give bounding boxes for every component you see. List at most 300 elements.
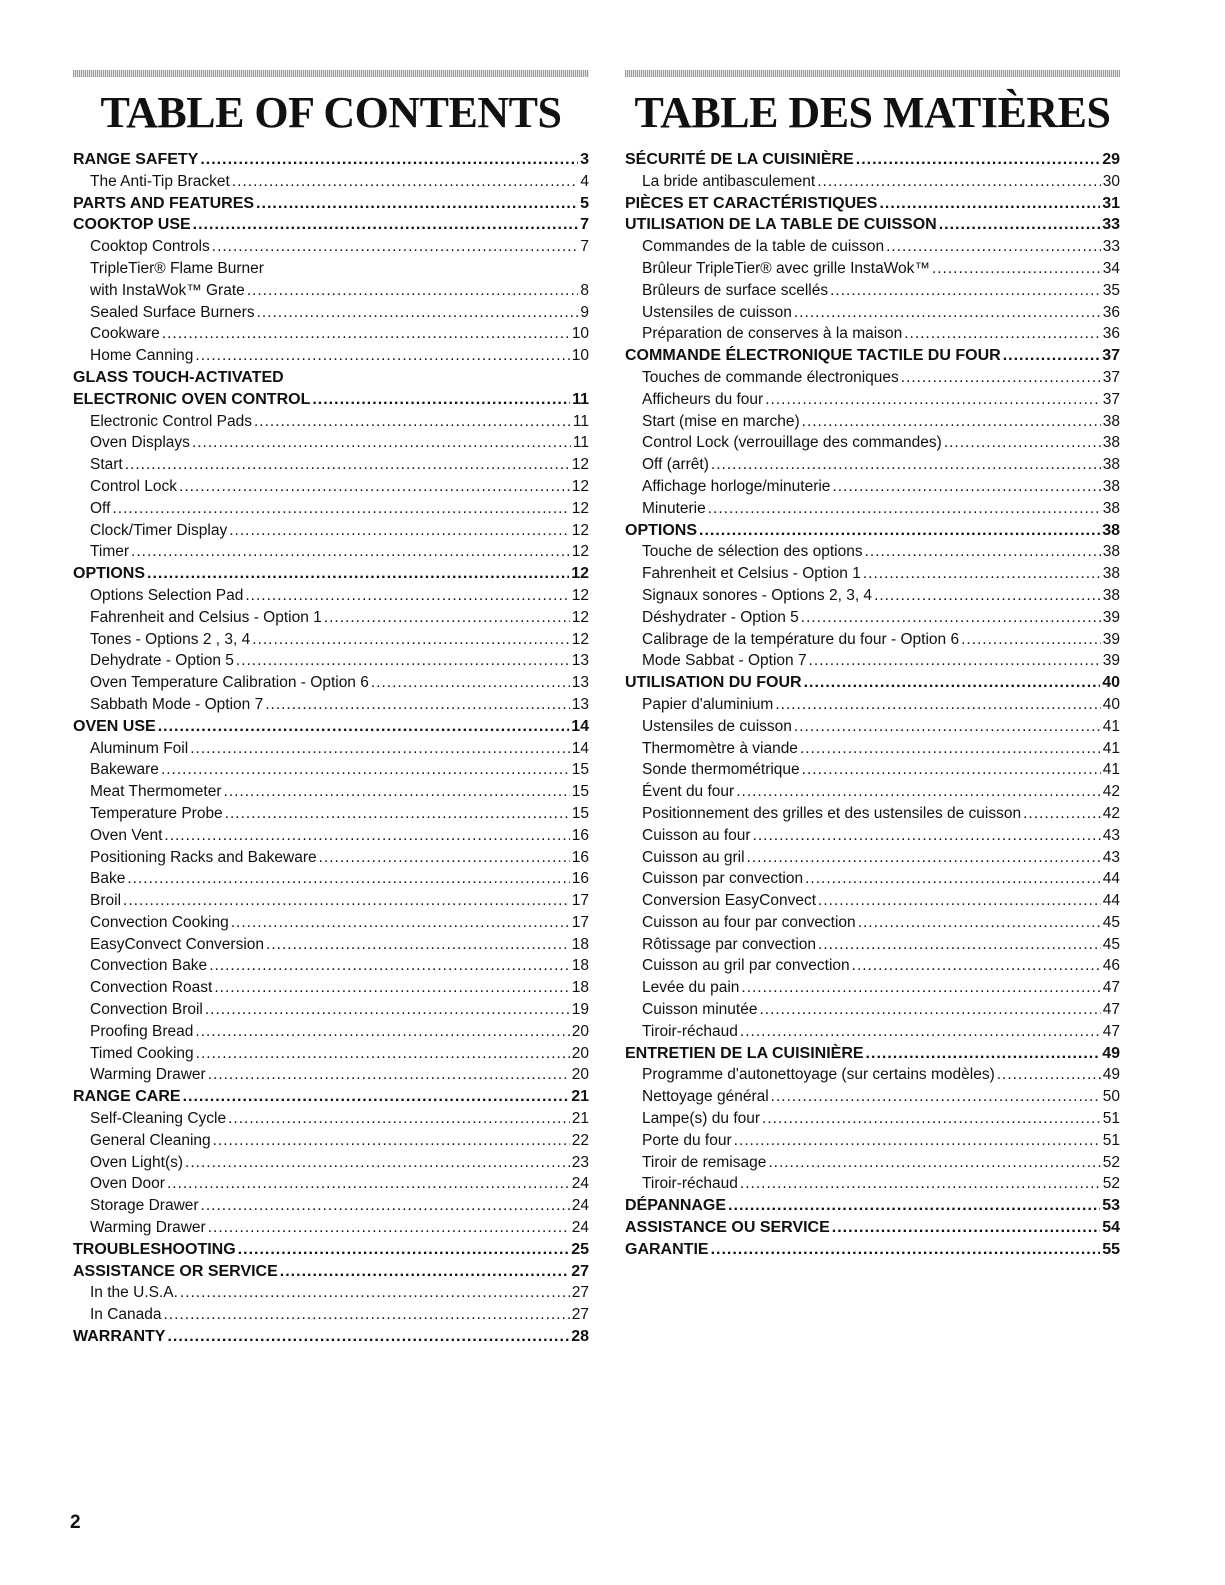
toc-entry[interactable] (625, 629, 1120, 651)
toc-entry-label: Ustensiles de cuisson (642, 717, 792, 735)
toc-entry-page: 11 (572, 412, 589, 430)
toc-entry-page: 42 (1102, 804, 1120, 822)
toc-entry[interactable] (625, 236, 1120, 258)
toc-entry[interactable] (73, 476, 589, 498)
toc-entry-label: Timed Cooking (90, 1044, 194, 1062)
toc-entry-label: Rôtissage par convection (642, 935, 817, 953)
toc-entry[interactable] (73, 934, 589, 956)
toc-entry[interactable] (625, 694, 1120, 716)
toc-entry-label: Calibrage de la température du four - Option 6 (642, 630, 960, 648)
toc-entry[interactable] (625, 454, 1120, 476)
dot-leader (830, 280, 1101, 302)
toc-entry-label: Options Selection Pad (90, 586, 244, 604)
dot-leader (794, 302, 1101, 324)
toc-entry[interactable] (625, 214, 1120, 236)
toc-entry-label: Sealed Surface Burners (90, 303, 255, 321)
toc-entry[interactable] (625, 999, 1120, 1021)
toc-entry-label: Bakeware (90, 761, 159, 779)
toc-entry[interactable] (73, 236, 589, 258)
toc-entry[interactable] (73, 280, 589, 302)
toc-entry[interactable] (625, 607, 1120, 629)
dot-leader (212, 236, 579, 258)
dot-leader (112, 498, 569, 520)
toc-entry-page: 12 (571, 477, 589, 495)
toc-entry-label: Positionnement des grilles et des ustensiles de cuisson (642, 804, 1022, 822)
toc-entry-label: Home Canning (90, 347, 194, 365)
toc-entry-page: 16 (571, 870, 589, 888)
toc-entry[interactable] (625, 738, 1120, 760)
toc-entry-label: COMMANDE ÉLECTRONIQUE TACTILE DU FOUR (625, 347, 1001, 365)
toc-entry[interactable] (625, 323, 1120, 345)
dot-leader (711, 1239, 1101, 1261)
toc-entry-page: 42 (1102, 783, 1120, 801)
toc-entry-page: 38 (1102, 412, 1120, 430)
toc-entry-page: 38 (1102, 477, 1120, 495)
toc-entry-page: 28 (571, 1328, 589, 1346)
toc-entry-page: 13 (571, 674, 589, 692)
dot-leader (771, 1086, 1101, 1108)
toc-entry-label: Levée du pain (642, 979, 740, 997)
dot-leader (245, 585, 569, 607)
dot-leader (801, 607, 1101, 629)
toc-entry-page: 25 (571, 1240, 589, 1258)
dot-leader (832, 1217, 1100, 1239)
dot-leader (167, 1326, 569, 1348)
toc-entry-page: 49 (1102, 1066, 1120, 1084)
toc-entry[interactable] (625, 825, 1120, 847)
toc-entry-page: 50 (1102, 1088, 1120, 1106)
toc-list (73, 149, 589, 1348)
toc-entry-page: 12 (571, 608, 589, 626)
toc-entry[interactable] (73, 585, 589, 607)
toc-entry[interactable] (73, 214, 589, 236)
toc-entry[interactable] (73, 1173, 589, 1195)
dot-leader (747, 847, 1101, 869)
toc-entry-label: Conversion EasyConvect (642, 892, 817, 910)
toc-entry-label: Thermomètre à viande (642, 739, 798, 757)
dot-leader (162, 323, 570, 345)
toc-entry-page: 38 (1102, 499, 1120, 517)
toc-entry-label: Minuterie (642, 499, 706, 517)
toc-entry-page: 7 (580, 216, 589, 234)
toc-entry[interactable] (73, 759, 589, 781)
toc-entry-label: Proofing Bread (90, 1022, 194, 1040)
dot-leader (768, 1152, 1100, 1174)
dot-leader (753, 825, 1101, 847)
dot-leader (874, 585, 1101, 607)
toc-entry-label: Signaux sonores - Options 2, 3, 4 (642, 586, 873, 604)
toc-entry[interactable] (73, 432, 589, 454)
dot-leader (164, 1304, 570, 1326)
toc-entry[interactable] (625, 716, 1120, 738)
toc-entry[interactable] (625, 1108, 1120, 1130)
toc-entry[interactable] (73, 781, 589, 803)
toc-entry-page: 12 (571, 456, 589, 474)
toc-entry[interactable] (73, 1282, 589, 1304)
toc-entry[interactable] (625, 367, 1120, 389)
dot-leader (800, 738, 1101, 760)
toc-entry-page: 33 (1102, 238, 1120, 256)
toc-entry-label: Meat Thermometer (90, 783, 222, 801)
dot-leader (794, 716, 1101, 738)
toc-entry-label: Fahrenheit and Celsius - Option 1 (90, 608, 322, 626)
dot-leader (265, 694, 570, 716)
toc-entry-page: 51 (1102, 1131, 1120, 1149)
toc-entry-page: 41 (1102, 739, 1120, 757)
dot-leader (765, 389, 1101, 411)
toc-entry[interactable] (625, 868, 1120, 890)
toc-entry[interactable] (625, 1021, 1120, 1043)
toc-entry-label: In the U.S.A. (90, 1284, 178, 1302)
dot-leader (247, 280, 579, 302)
dot-leader (1023, 803, 1101, 825)
toc-entry[interactable] (73, 193, 589, 215)
toc-entry-label: Control Lock (90, 477, 178, 495)
toc-entry-label: Oven Door (90, 1175, 165, 1193)
toc-entry[interactable] (73, 520, 589, 542)
toc-entry-page: 44 (1102, 892, 1120, 910)
dot-leader (319, 847, 570, 869)
toc-entry-page: 36 (1102, 325, 1120, 343)
header-rule (73, 70, 589, 77)
toc-entry[interactable] (625, 977, 1120, 999)
toc-entry[interactable] (625, 498, 1120, 520)
dot-leader (759, 999, 1100, 1021)
toc-entry-label: Electronic Control Pads (90, 412, 252, 430)
toc-entry[interactable] (73, 607, 589, 629)
toc-entry[interactable] (73, 323, 589, 345)
dot-leader (736, 781, 1101, 803)
dot-leader (208, 1064, 570, 1086)
toc-entry-page: 30 (1102, 172, 1120, 190)
toc-entry[interactable] (73, 541, 589, 563)
toc-entry[interactable] (625, 912, 1120, 934)
toc-entry-label: Brûleurs de surface scellés (642, 281, 829, 299)
toc-entry[interactable] (625, 934, 1120, 956)
toc-entry-page: 38 (1102, 543, 1120, 561)
toc-entry[interactable] (625, 411, 1120, 433)
dot-leader (832, 476, 1100, 498)
toc-entry[interactable] (625, 759, 1120, 781)
toc-entry-label: Commandes de la table de cuisson (642, 238, 885, 256)
toc-entry-page: 36 (1102, 303, 1120, 321)
page-title: TABLE OF CONTENTS (100, 88, 562, 137)
toc-entry-page: 43 (1102, 826, 1120, 844)
toc-entry-label: Cuisson minutée (642, 1001, 758, 1019)
dot-leader (858, 912, 1101, 934)
toc-entry-label: UTILISATION DU FOUR (625, 674, 802, 692)
toc-entry-label: Déshydrater - Option 5 (642, 608, 799, 626)
toc-entry[interactable] (625, 149, 1120, 171)
dot-leader (167, 1173, 570, 1195)
page-number: 2 (70, 1512, 81, 1533)
toc-entry-page: 5 (580, 194, 589, 212)
toc-entry-page: 11 (572, 434, 589, 452)
toc-entry-page: 52 (1102, 1153, 1120, 1171)
toc-entry[interactable] (625, 520, 1120, 542)
toc-entry-label: Cuisson au four (642, 826, 751, 844)
toc-entry[interactable] (73, 1261, 589, 1283)
toc-entry-label: Off (arrêt) (642, 456, 709, 474)
toc-entry-label: Cookware (90, 325, 160, 343)
dot-leader (728, 1195, 1100, 1217)
toc-entry-label: The Anti-Tip Bracket (90, 172, 230, 190)
toc-entry[interactable] (625, 1043, 1120, 1065)
toc-entry[interactable] (73, 1152, 589, 1174)
toc-entry-page: 33 (1102, 216, 1120, 234)
toc-entry[interactable] (625, 1064, 1120, 1086)
toc-entry[interactable] (73, 1304, 589, 1326)
toc-entry-page: 47 (1102, 1022, 1120, 1040)
toc-entry[interactable] (73, 738, 589, 760)
toc-entry-label: Storage Drawer (90, 1197, 199, 1215)
toc-entry-page: 11 (572, 390, 589, 408)
toc-entry[interactable] (73, 1239, 589, 1261)
toc-entry[interactable] (73, 1130, 589, 1152)
toc-entry[interactable] (73, 302, 589, 324)
toc-entry-label: EasyConvect Conversion (90, 935, 265, 953)
dot-leader (740, 1021, 1101, 1043)
toc-entry[interactable] (625, 1195, 1120, 1217)
toc-entry-page: 13 (571, 652, 589, 670)
toc-entry-label: GARANTIE (625, 1240, 709, 1258)
toc-entry-label: Tiroir de remisage (642, 1153, 767, 1171)
toc-entry-page: 16 (571, 826, 589, 844)
dot-leader (901, 367, 1101, 389)
toc-entry-page: 14 (571, 717, 589, 735)
toc-entry[interactable] (625, 563, 1120, 585)
toc-entry-label: OVEN USE (73, 717, 156, 735)
toc-entry[interactable] (73, 1064, 589, 1086)
dot-leader (229, 520, 570, 542)
toc-entry-label: ASSISTANCE OU SERVICE (625, 1219, 830, 1237)
toc-entry-page: 15 (571, 804, 589, 822)
toc-entry-page: 15 (571, 761, 589, 779)
toc-entry[interactable] (73, 1043, 589, 1065)
toc-entry[interactable] (73, 1195, 589, 1217)
toc-entry[interactable] (73, 563, 589, 585)
toc-entry-label: Afficheurs du four (642, 390, 764, 408)
toc-entry[interactable] (73, 977, 589, 999)
toc-entry[interactable] (625, 1086, 1120, 1108)
toc-entry[interactable] (625, 345, 1120, 367)
toc-entry-page: 55 (1102, 1240, 1120, 1258)
toc-entry-label: Control Lock (verrouillage des commandes) (642, 434, 942, 452)
toc-entry-label: Lampe(s) du four (642, 1110, 761, 1128)
toc-entry[interactable] (73, 825, 589, 847)
toc-entry-label: TripleTier® Flame Burner (90, 259, 264, 277)
toc-entry[interactable] (625, 302, 1120, 324)
dot-leader (944, 432, 1101, 454)
toc-entry[interactable] (625, 672, 1120, 694)
toc-entry[interactable] (625, 258, 1120, 280)
toc-entry-label: Affichage horloge/minuterie (642, 477, 831, 495)
toc-entry[interactable] (73, 1217, 589, 1239)
toc-entry[interactable] (625, 1152, 1120, 1174)
toc-entry[interactable] (73, 411, 589, 433)
toc-entry[interactable] (73, 149, 589, 171)
toc-entry[interactable] (625, 476, 1120, 498)
toc-entry[interactable] (625, 890, 1120, 912)
toc-entry-page: 37 (1102, 390, 1120, 408)
toc-entry-page: 12 (571, 543, 589, 561)
dot-leader (863, 563, 1101, 585)
toc-entry[interactable] (73, 650, 589, 672)
toc-entry-page: 24 (571, 1197, 589, 1215)
toc-entry-page: 34 (1102, 259, 1120, 277)
toc-entry-label: Porte du four (642, 1131, 732, 1149)
toc-entry-label: Positioning Racks and Bakeware (90, 848, 317, 866)
toc-entry-label: with InstaWok™ Grate (90, 281, 245, 299)
dot-leader (185, 1152, 570, 1174)
toc-entry-label: OPTIONS (73, 565, 146, 583)
toc-entry[interactable] (625, 847, 1120, 869)
toc-entry-page: 20 (571, 1066, 589, 1084)
toc-entry-label: Tiroir-réchaud (642, 1022, 738, 1040)
toc-entry[interactable] (73, 171, 589, 193)
toc-entry-page: 4 (580, 172, 589, 190)
toc-entry[interactable] (625, 650, 1120, 672)
toc-entry-page: 14 (571, 739, 589, 757)
dot-leader (699, 520, 1100, 542)
toc-entry-page: 3 (580, 151, 589, 168)
dot-leader (939, 214, 1101, 236)
toc-entry-page: 39 (1102, 652, 1120, 670)
toc-entry-page: 20 (571, 1022, 589, 1040)
toc-entry[interactable] (73, 629, 589, 651)
toc-entry[interactable] (625, 432, 1120, 454)
toc-entry-label: Brûleur TripleTier® avec grille InstaWok™ (642, 259, 930, 277)
toc-entry-label: Tiroir-réchaud (642, 1175, 738, 1193)
toc-entry[interactable] (73, 1108, 589, 1130)
toc-entry[interactable] (73, 367, 589, 389)
toc-entry[interactable] (73, 955, 589, 977)
toc-entry[interactable] (625, 280, 1120, 302)
toc-entry-label: GLASS TOUCH-ACTIVATED (73, 368, 284, 386)
toc-entry-page: 39 (1102, 630, 1120, 648)
dot-leader (224, 781, 570, 803)
toc-entry-page: 27 (571, 1306, 589, 1324)
toc-entry-page: 45 (1102, 935, 1120, 953)
dot-leader (312, 389, 570, 411)
toc-entry-page: 46 (1102, 957, 1120, 975)
toc-entry-page: 38 (1102, 456, 1120, 474)
toc-entry[interactable] (625, 389, 1120, 411)
toc-entry[interactable] (625, 803, 1120, 825)
toc-entry[interactable] (73, 345, 589, 367)
dot-leader (708, 498, 1101, 520)
toc-entry-label: General Cleaning (90, 1131, 211, 1149)
toc-entry[interactable] (73, 498, 589, 520)
toc-entry-page: 15 (571, 783, 589, 801)
dot-leader (200, 149, 578, 171)
toc-entry-label: Nettoyage général (642, 1088, 769, 1106)
dot-leader (232, 171, 579, 193)
toc-entry-label: Start (90, 456, 123, 474)
toc-entry-page: 38 (1102, 434, 1120, 452)
toc-entry-label: Convection Bake (90, 957, 208, 975)
toc-entry[interactable] (73, 999, 589, 1021)
toc-entry-label: Tones - Options 2 , 3, 4 (90, 630, 251, 648)
toc-entry[interactable] (73, 694, 589, 716)
toc-entry[interactable] (73, 1326, 589, 1348)
toc-entry[interactable] (625, 955, 1120, 977)
toc-entry[interactable] (73, 912, 589, 934)
toc-entry-page: 40 (1102, 674, 1120, 692)
toc-entry-label: OPTIONS (625, 521, 698, 539)
toc-entry-page: 10 (571, 347, 589, 365)
toc-entry[interactable] (625, 541, 1120, 563)
toc-entry-page: 12 (571, 521, 589, 539)
toc-entry[interactable] (73, 890, 589, 912)
toc-entry-label: Clock/Timer Display (90, 521, 228, 539)
toc-entry[interactable] (73, 868, 589, 890)
dot-leader (818, 934, 1101, 956)
toc-entry-page: 16 (571, 848, 589, 866)
toc-entry-page: 21 (571, 1110, 589, 1128)
dot-leader (147, 563, 569, 585)
toc-entry[interactable] (625, 585, 1120, 607)
toc-entry-label: Timer (90, 543, 130, 561)
toc-entry-page: 21 (571, 1088, 589, 1106)
dot-leader (195, 345, 569, 367)
toc-entry[interactable] (73, 716, 589, 738)
toc-entry-page: 38 (1102, 565, 1120, 583)
toc-entry[interactable] (625, 1130, 1120, 1152)
dot-leader (164, 825, 569, 847)
toc-entry-label: Oven Light(s) (90, 1153, 184, 1171)
toc-entry[interactable] (625, 1239, 1120, 1261)
toc-entry-page: 39 (1102, 608, 1120, 626)
toc-entry-page: 43 (1102, 848, 1120, 866)
toc-entry[interactable] (73, 1086, 589, 1108)
toc-entry-page: 44 (1102, 870, 1120, 888)
dot-leader (180, 1282, 570, 1304)
dot-leader (886, 236, 1101, 258)
toc-entry-page: 10 (571, 325, 589, 343)
toc-entry-page: 52 (1102, 1175, 1120, 1193)
toc-entry-page: 17 (571, 913, 589, 931)
toc-entry[interactable] (73, 672, 589, 694)
toc-entry[interactable] (73, 847, 589, 869)
toc-entry[interactable] (625, 171, 1120, 193)
toc-entry[interactable] (625, 193, 1120, 215)
dot-leader (123, 890, 570, 912)
toc-entry[interactable] (73, 389, 589, 411)
toc-entry[interactable] (625, 1173, 1120, 1195)
toc-entry-page: 49 (1102, 1044, 1120, 1062)
toc-list (625, 149, 1120, 1261)
dot-leader (228, 1108, 570, 1130)
dot-leader (205, 999, 570, 1021)
dot-leader (371, 672, 570, 694)
toc-entry-page: 47 (1102, 1001, 1120, 1019)
toc-entry-label: Oven Displays (90, 434, 190, 452)
toc-entry[interactable] (625, 1217, 1120, 1239)
toc-entry[interactable] (73, 454, 589, 476)
toc-entry-label: WARRANTY (73, 1328, 166, 1346)
toc-entry-label: Dehydrate - Option 5 (90, 652, 234, 670)
toc-entry[interactable] (73, 1021, 589, 1043)
toc-entry-page: 37 (1102, 368, 1120, 386)
toc-entry[interactable] (73, 803, 589, 825)
toc-entry[interactable] (73, 258, 589, 280)
dot-leader (225, 803, 570, 825)
toc-entry-label: TROUBLESHOOTING (73, 1240, 236, 1258)
toc-entry-label: ELECTRONIC OVEN CONTROL (73, 390, 311, 408)
toc-entry[interactable] (625, 781, 1120, 803)
toc-entry-page: 37 (1102, 347, 1120, 365)
